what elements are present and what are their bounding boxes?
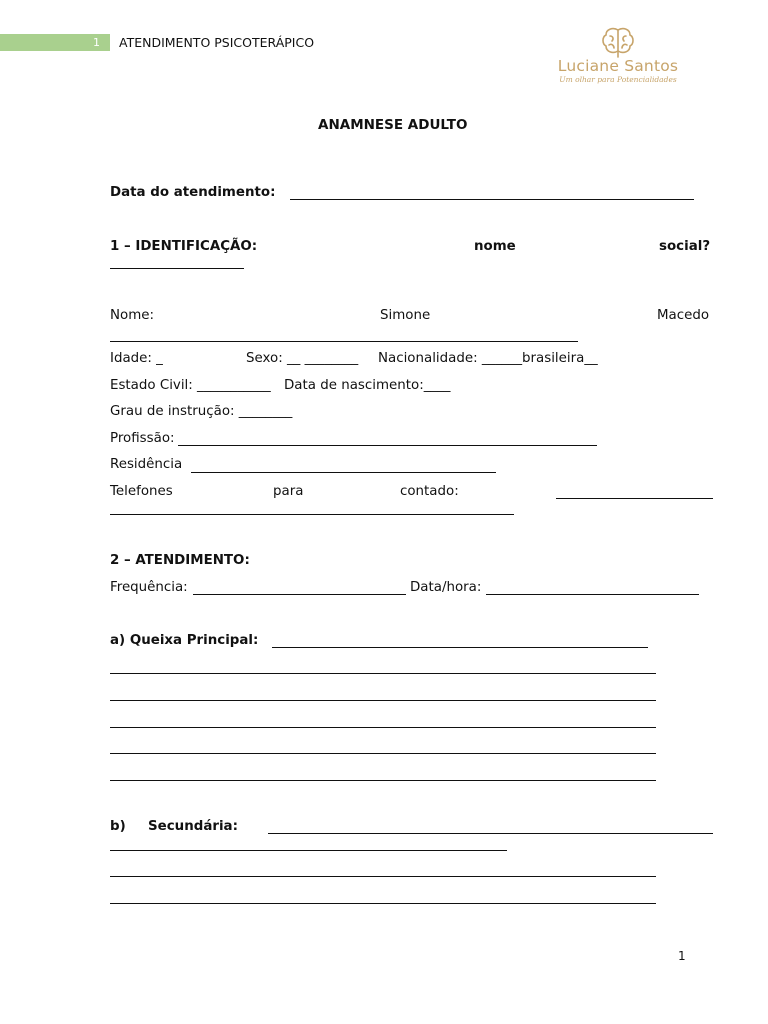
profession-label: Profissão:	[110, 431, 175, 446]
header-page-number: 1	[93, 36, 100, 49]
date-label: Data do atendimento:	[110, 185, 276, 200]
nationality-field[interactable]: Nacionalidade: ______brasileira__	[378, 351, 598, 366]
social-name-word1: nome	[474, 239, 516, 254]
document-title: ANAMNESE ADULTO	[318, 117, 468, 133]
name-value-last: Macedo	[657, 308, 710, 323]
section1-heading: 1 – IDENTIFICAÇÃO:	[110, 239, 258, 254]
logo-name: Luciane Santos	[557, 57, 679, 75]
section2-heading: 2 – ATENDIMENTO:	[110, 553, 250, 568]
frequency-field[interactable]	[193, 594, 406, 595]
main-complaint-label: a) Queixa Principal:	[110, 633, 259, 648]
secondary-complaint-field[interactable]	[268, 833, 713, 834]
brain-icon	[600, 26, 636, 58]
civil-status-field[interactable]: Estado Civil: ___________	[110, 378, 271, 393]
frequency-label: Frequência:	[110, 580, 188, 595]
social-name-word2: social?	[659, 239, 711, 254]
datetime-field[interactable]	[486, 594, 699, 595]
name-value-first: Simone	[380, 308, 431, 323]
header-title: ATENDIMENTO PSICOTERÁPICO	[119, 35, 315, 50]
residence-field[interactable]	[191, 472, 496, 473]
main-complaint-line[interactable]	[110, 673, 656, 674]
main-complaint-line[interactable]	[110, 780, 656, 781]
age-field[interactable]: Idade: _	[110, 351, 163, 366]
residence-label: Residência	[110, 457, 183, 472]
logo-tagline: Um olhar para Potencialidades	[559, 75, 677, 84]
sex-field[interactable]: Sexo: __ ________	[246, 351, 359, 366]
main-complaint-field[interactable]	[272, 647, 648, 648]
phones-word3: contado:	[400, 484, 459, 499]
main-complaint-line[interactable]	[110, 727, 656, 728]
date-field[interactable]	[290, 199, 694, 200]
phones-word2: para	[273, 484, 304, 499]
secondary-complaint-label: Secundária:	[148, 819, 238, 834]
phones-field[interactable]	[556, 498, 713, 499]
secondary-complaint-line[interactable]	[110, 903, 656, 904]
name-field[interactable]	[110, 341, 578, 342]
secondary-letter: b)	[110, 819, 126, 834]
education-field[interactable]: Grau de instrução: ________	[110, 404, 293, 419]
phones-word1: Telefones	[110, 484, 173, 499]
social-name-field[interactable]	[110, 268, 244, 269]
logo	[548, 26, 688, 88]
datetime-label: Data/hora:	[410, 580, 482, 595]
profession-field[interactable]	[178, 445, 597, 446]
secondary-complaint-line[interactable]	[110, 876, 656, 877]
footer-page-number: 1	[678, 949, 686, 963]
name-label: Nome:	[110, 308, 155, 323]
secondary-complaint-line[interactable]	[110, 850, 507, 851]
birth-date-field[interactable]: Data de nascimento:____	[284, 378, 451, 393]
main-complaint-line[interactable]	[110, 753, 656, 754]
phones-field-continued[interactable]	[110, 514, 514, 515]
main-complaint-line[interactable]	[110, 700, 656, 701]
